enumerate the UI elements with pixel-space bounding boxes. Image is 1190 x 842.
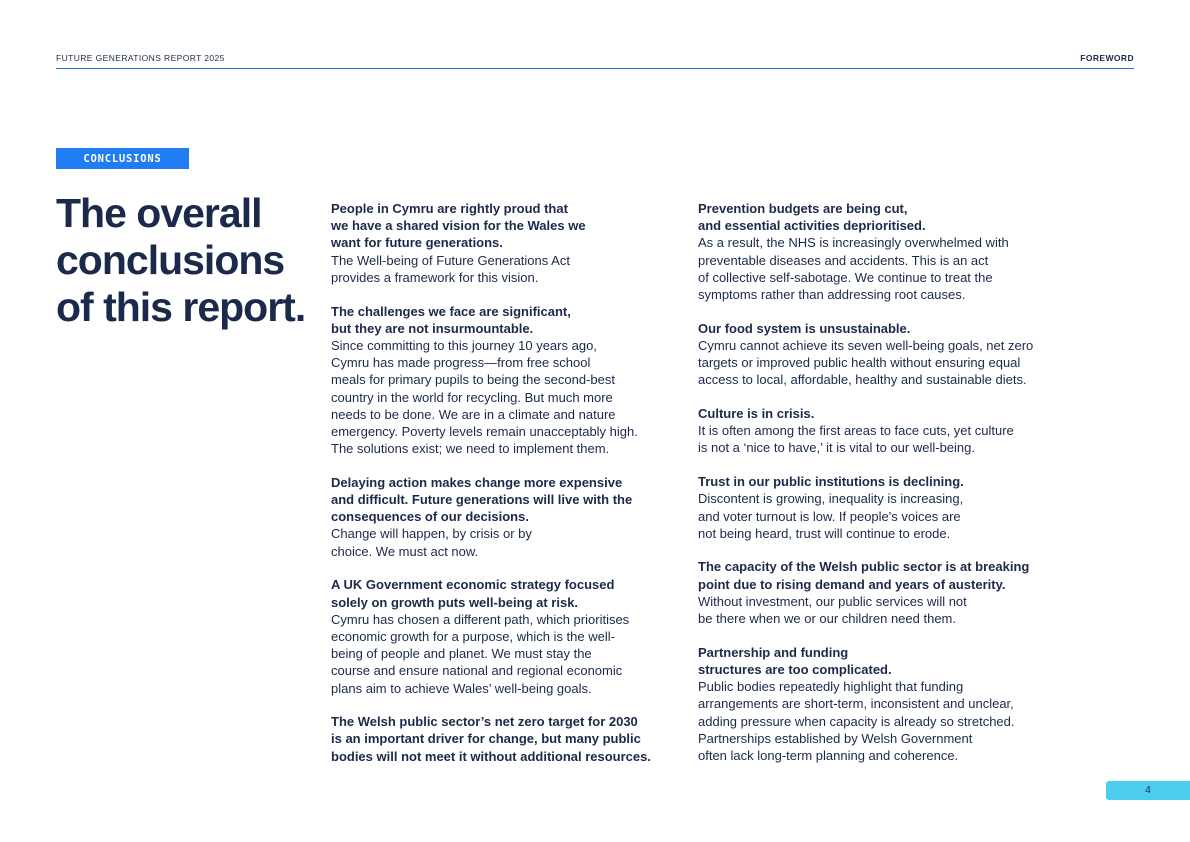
- page-title: The overall conclusions of this report.: [56, 190, 306, 330]
- header-divider: [56, 68, 1134, 69]
- conclusion-heading: Our food system is unsustainable.: [698, 320, 911, 336]
- conclusion-heading: A UK Government economic strategy focused solely on growth puts well-being at risk.: [331, 577, 615, 610]
- conclusion-item: [331, 713, 671, 765]
- conclusion-body: Cymru cannot achieve its seven well-being goals, net zero targets or improved public health without ensuring equal access to local, affordable, healthy and sustainable diets.: [698, 337, 1034, 388]
- conclusion-body: The Well-being of Future Generations Act provides a framework for this vision.: [331, 252, 570, 285]
- section-label-header: FOREWORD: [1080, 53, 1134, 63]
- conclusion-body: Since committing to this journey 10 years ago, Cymru has made progress—from free school meals for primary pupils to being the second-best country in the world for recycling. But much more needs to be done. We are in a climate and nature emergency. Poverty levels remain unacceptably high. The solutions exist; we need to implement them.: [331, 337, 638, 457]
- left-text-column: [331, 200, 671, 781]
- conclusion-body: Discontent is growing, inequality is increasing, and voter turnout is low. If people's voices are not being heard, trust will continue to erode.: [698, 491, 964, 541]
- conclusion-item: [331, 474, 671, 560]
- right-text-column: [698, 200, 1078, 781]
- conclusion-item: [698, 200, 1078, 303]
- conclusion-heading: People in Cymru are rightly proud that we have a shared vision for the Wales we want for future generations.: [331, 201, 586, 251]
- conclusion-item: [331, 303, 671, 458]
- page-number-tab: [1106, 781, 1190, 800]
- conclusion-item: [698, 320, 1078, 389]
- conclusion-heading: The capacity of the Welsh public sector is at breaking point due to rising demand and years of austerity.: [698, 559, 1030, 592]
- report-title-header: FUTURE GENERATIONS REPORT 2025: [56, 53, 225, 63]
- conclusion-heading: The challenges we face are significant, but they are not insurmountable.: [331, 303, 571, 336]
- conclusion-item: [698, 558, 1078, 627]
- conclusion-body: It is often among the first areas to face cuts, yet culture is not a ‘nice to have,’ it is vital to our well-being.: [698, 423, 1014, 456]
- conclusion-body: As a result, the NHS is increasingly overwhelmed with preventable diseases and accidents. This is an act of collective self-sabotage. We continue to treat the symptoms rather than addressing root causes.: [698, 235, 1009, 303]
- conclusion-item: [331, 200, 671, 286]
- conclusion-heading: Culture is in crisis.: [698, 406, 815, 422]
- conclusion-heading: Partnership and funding structures are too complicated.: [698, 644, 892, 677]
- conclusion-item: [698, 644, 1078, 764]
- conclusion-body: Cymru has chosen a different path, which prioritises economic growth for a purpose, which is the well- being of people and planet. We must stay the course and ensure national and regional economic plans aim to achieve Wales’ well-being goals.: [331, 611, 630, 696]
- conclusion-heading: The Welsh public sector’s net zero target for 2030 is an important driver for change, but many public bodies will not meet it without additional resources.: [331, 714, 651, 764]
- conclusion-body: Change will happen, by crisis or by choice. We must act now.: [331, 526, 532, 559]
- conclusion-item: [331, 576, 671, 696]
- conclusion-item: [698, 473, 1078, 542]
- page-number: 4: [1145, 785, 1151, 796]
- conclusion-item: [698, 405, 1078, 457]
- conclusion-heading: Trust in our public institutions is declining.: [698, 474, 964, 490]
- conclusion-body: Without investment, our public services will not be there when we or our children need them.: [698, 593, 967, 627]
- conclusion-heading: Delaying action makes change more expensive and difficult. Future generations will live with the consequences of our decisions.: [331, 474, 633, 525]
- section-tag: CONCLUSIONS: [56, 148, 189, 169]
- conclusion-body: Public bodies repeatedly highlight that funding arrangements are short-term, inconsistent and unclear, adding pressure when capacity is already so stretched. Partnerships established by Welsh Government often lack long-term planning and coherence.: [698, 679, 1015, 763]
- conclusion-heading: Prevention budgets are being cut, and essential activities deprioritised.: [698, 201, 926, 234]
